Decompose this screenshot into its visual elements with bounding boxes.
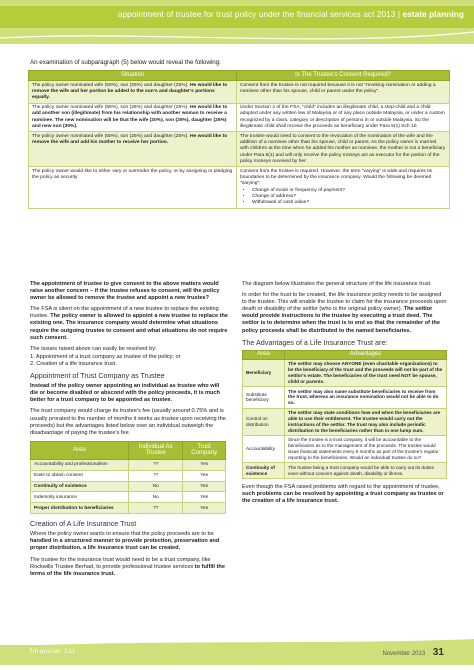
area-cell: Continuity of existence bbox=[243, 463, 285, 479]
situation-bold-text: He would like to remove the wife and her portion be added to the son's and daughter's portions equally. bbox=[32, 82, 228, 100]
table-row bbox=[31, 503, 226, 514]
situation-text: The policy owner nominated wife (50%), son (25%) and daughter (25%). bbox=[32, 82, 189, 88]
table-header-row bbox=[29, 71, 450, 81]
table-row bbox=[29, 132, 450, 167]
paragraph-bold-text: The settlor would provide instructions to the trustee by executing a trust deed. The settlor is to determine when the trust is to end so that the remainder of the policy proceeds shall be distributed to the named beneficiaries. bbox=[242, 306, 440, 334]
paragraph bbox=[30, 531, 228, 552]
list-item: 2. Creation of a life insurance trust. bbox=[30, 360, 117, 367]
paragraph-text: In order for the trust to be created, the life insurance policy needs to be assigned to the trustee. This will enable the trustee to claim for the insurance proceeds upon death or disability of the settlor (who is the original policy owner). bbox=[242, 292, 447, 313]
company-cell: Yes bbox=[183, 492, 226, 503]
situation-consent-table bbox=[28, 70, 450, 209]
paragraph-bold-text: such problems can be resolved by appointing a trust company as trustee or the creation of a life insurance trust. bbox=[242, 491, 444, 505]
situation-bold-text: He would like to add another son (illegitimate) from his relationship with another woman to receive a nominee. The new nomination will be that the wife (20%), son (25%), daughter (25%) and new son (30%). bbox=[32, 105, 228, 129]
table-row bbox=[29, 103, 450, 132]
advantage-cell: The settlor may state conditions how and when the beneficiaries are able to use their entitlement. The trustee would carry out the instructions of the settlor. The trust may also include periodic distribution to the beneficiaries rather than in one lump sum. bbox=[285, 408, 447, 435]
area-cell: Ease to obtain consent bbox=[31, 470, 129, 481]
table-row bbox=[31, 492, 226, 503]
consent-text: Under Section 2 of the FSA, "child" includes an illegitimate child, a step-child and a child adopted under any written law of Malaysia or of any place outside Malaysia, or under a custom recognized by a class, category or description of persons in or outside Malaysia. So the illegitimate child shall receive the proceeds as beneficiary under Para 5(1) Sch 10. bbox=[240, 105, 445, 129]
table-row bbox=[29, 167, 450, 208]
header-separator: | bbox=[397, 10, 403, 19]
paragraph: Instead of the policy owner appointing an individual as trustee who will die or become disabled or abscond with the policy proceeds, it is much better for a trust company to be appointed as trustee. bbox=[30, 383, 220, 404]
area-cell: Continuity of existence bbox=[31, 481, 129, 492]
varying-list bbox=[240, 188, 446, 207]
consent-cell bbox=[237, 103, 450, 132]
area-cell: Control on distribution bbox=[243, 408, 285, 435]
paragraph-text: The trustee for the insurance trust would need to be a trust company, like Rockwills Trustee Berhad, to provide professional trustee services bbox=[30, 556, 211, 570]
situation-cell bbox=[29, 132, 237, 167]
intro-text: An examination of subparagraph (5) below would reveal the following: bbox=[30, 59, 221, 66]
table-row bbox=[243, 387, 447, 409]
situation-bold-text: He would like to remove the wife and add his mother to receive her portion. bbox=[32, 133, 228, 146]
consent-cell bbox=[237, 167, 450, 208]
paragraph bbox=[30, 557, 228, 578]
list-item: 1. Appointment of a trust company as trustee of the policy; or bbox=[30, 353, 181, 360]
advantages-table bbox=[242, 350, 447, 479]
right-column bbox=[242, 281, 447, 509]
individual-cell: ?? bbox=[129, 503, 183, 514]
header-situation: Situation bbox=[29, 71, 237, 81]
area-cell: Proper distribution to beneficiaries bbox=[31, 503, 129, 514]
paragraph: The appointment of trustee to give consent to the above matters would raise another concern – if the trustee refuses to consent, will the policy owner be allowed to remove the trustee and appoint a new trustee? bbox=[30, 281, 220, 302]
paragraph-bold-text: handled in a structured manner to provide protection, preservation and proper distribution, a life insurance trust can be created. bbox=[30, 538, 220, 552]
situation-cell bbox=[29, 103, 237, 132]
consent-text: The trustee would need to consent to the revocation of the nomination of the wife and the addition of a nominee other than his spouse, child or parent. As the policy owner is married with children at the time when he added his mother as nominee, the mother is not a beneficiary under Para 5(1) and will only receive the policy moneys act as executor for the portion of the policy moneys received by her. bbox=[240, 133, 446, 164]
header-title bbox=[118, 10, 464, 19]
list-item: • Change of mode or frequency of payment? bbox=[252, 188, 446, 194]
section-heading: The Advantages of a Life Insurance Trust are: bbox=[242, 337, 388, 347]
table-row bbox=[243, 463, 447, 479]
paragraph-bold-text: The policy owner is allowed to appoint a new trustee to replace the existing one. The insurance company would determine what situations require the outgoing trustee to consent and what situations do not require such consent. bbox=[30, 313, 229, 341]
advantage-cell: The trustee being a trust company would be able to carry out its duties even without concern against death, disability or illness. bbox=[285, 463, 447, 479]
trustee-comparison-table bbox=[30, 441, 226, 514]
magazine-name: financial 1st bbox=[30, 648, 76, 655]
table-row bbox=[243, 408, 447, 435]
section-heading: Appointment of Trust Company as Trustee bbox=[30, 371, 165, 381]
advantage-cell: The settlor may choose ANYONE (even charitable organizations) to be the beneficiary of the trust and the proceeds will not be part of the settlor's estate. The beneficiaries of the trust need NOT be spouse, child or parents. bbox=[285, 359, 447, 386]
paragraph-bold-text: to fulfill the terms of the life insurance trust. bbox=[30, 563, 225, 577]
consent-text: Consent from the trustee is not required because it is not "revoking nomination or adding a nominee other than his spouse, child or parent under the policy". bbox=[240, 82, 436, 94]
header-area: Area bbox=[243, 350, 285, 359]
consent-cell bbox=[237, 132, 450, 167]
header-article-title: appointment of trustee for trust policy under the financial services act 2013 bbox=[117, 10, 396, 19]
table-row bbox=[31, 459, 226, 470]
area-cell: Accountability bbox=[243, 436, 285, 463]
header-individual: Individual As Trustee bbox=[129, 441, 183, 459]
page-number: 31 bbox=[432, 647, 444, 658]
header-advantages: Advantages bbox=[285, 350, 447, 359]
paragraph bbox=[242, 292, 447, 335]
footer-info bbox=[383, 647, 445, 658]
individual-cell: ?? bbox=[129, 470, 183, 481]
header-consent: Is The Trustee's Consent Required? bbox=[237, 71, 450, 81]
table-row bbox=[243, 359, 447, 386]
header-area: Area bbox=[31, 441, 129, 459]
individual-cell: ?? bbox=[129, 459, 183, 470]
paragraph-text: Where the policy owner wants to ensure that the policy proceeds are to be bbox=[30, 531, 214, 538]
advantage-cell: Since the trustee is a trust company, it will be accountable to the beneficiaries as to the management of the proceeds. The trustee would issue financial statements every 6 months as part of the trustee's regular reporting to the beneficiaries. Would an individual trustee do so? bbox=[285, 436, 447, 463]
section-heading: Creation of A Life Insurance Trust bbox=[30, 519, 137, 529]
table-row bbox=[31, 481, 226, 492]
table-header-row bbox=[31, 441, 226, 459]
situation-cell bbox=[29, 167, 237, 208]
situation-cell bbox=[29, 81, 237, 104]
table-row bbox=[243, 436, 447, 463]
area-cell: Substitute beneficiary bbox=[243, 387, 285, 409]
table-row bbox=[31, 470, 226, 481]
paragraph: The diagram below illustrates the general structure of the life insurance trust. bbox=[242, 281, 432, 287]
paragraph: The issues raised above can easily be resolved by: bbox=[30, 345, 157, 352]
table-header-row bbox=[243, 350, 447, 359]
individual-cell: No bbox=[129, 481, 183, 492]
header-section: estate planning bbox=[402, 10, 464, 19]
issue-date: November 2013 bbox=[382, 651, 426, 657]
paragraph-text: Even though the FSA raised problems with regard to the appointment of trustee, bbox=[242, 484, 440, 491]
paragraph bbox=[242, 484, 447, 505]
company-cell: Yes bbox=[183, 459, 226, 470]
situation-text: The policy owner nominated wife (50%), son (25%) and daughter (25%). bbox=[32, 105, 189, 111]
list-item: • Withdrawal of cash value? bbox=[252, 200, 446, 206]
situation-text: The policy owner would like to either vary or surrender the policy, or by assigning or pledging the policy as security bbox=[32, 168, 233, 181]
advantage-cell: The settlor may also name substitute beneficiaries to receive from the trust, whereas an insurance nomination would not be able to do so. bbox=[285, 387, 447, 409]
situation-text: The policy owner nominated wife (50%), son (25%) and daughter (25%). bbox=[32, 133, 189, 139]
header-swoosh bbox=[0, 28, 474, 52]
company-cell: Yes bbox=[183, 503, 226, 514]
table-row bbox=[29, 81, 450, 104]
individual-cell: No bbox=[129, 492, 183, 503]
header-company: Trust Company bbox=[183, 441, 226, 459]
company-cell: Yes bbox=[183, 470, 226, 481]
consent-text: Consent from the trustee is required. However, the term "varying" is wide and requires its boundaries to be determined by the insurance company. Would the following be deemed "varying": bbox=[240, 168, 433, 187]
consent-cell bbox=[237, 81, 450, 104]
area-cell: Beneficiary bbox=[243, 359, 285, 386]
paragraph: The trust company would charge its trustee's fee (usually around 0.75% and is usually prorated to the number of months it works as trustee upon receiving the proceeds) but the advantages listed below over an individual outweigh the disadvantage of paying the trustee's fee. bbox=[30, 408, 226, 436]
paragraph bbox=[30, 306, 228, 341]
list-item: • Change of address? bbox=[252, 194, 446, 200]
left-column bbox=[30, 281, 228, 582]
area-cell: Accountability and professionalism bbox=[31, 459, 129, 470]
paragraph-text: The FSA is silent on the appointment of a new trustee to replace the existing trustee. bbox=[30, 306, 219, 320]
company-cell: Yes bbox=[183, 481, 226, 492]
area-cell: Indemnity insurance bbox=[31, 492, 129, 503]
page-header bbox=[0, 0, 474, 44]
page-footer bbox=[0, 637, 474, 670]
